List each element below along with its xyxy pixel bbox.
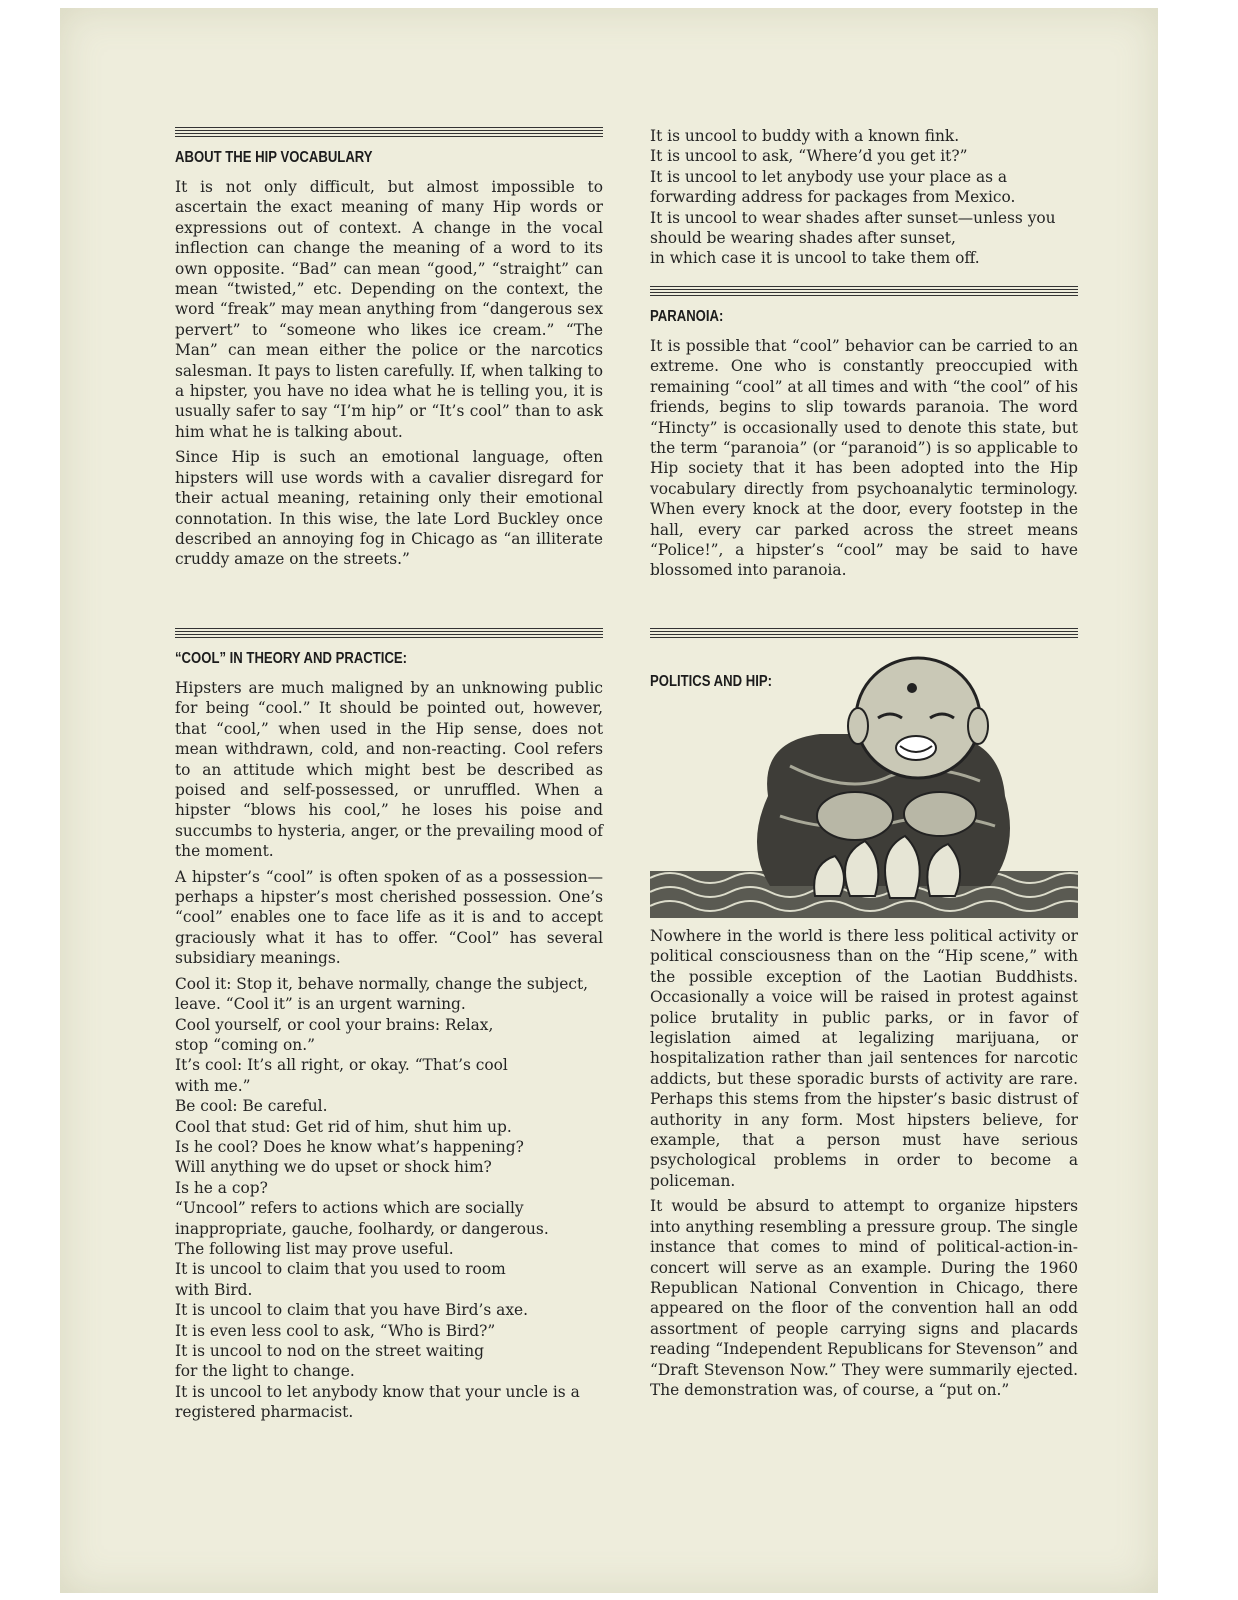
definition-line: Cool yourself, or cool your brains: Relax, (175, 1015, 494, 1034)
paragraph: Hipsters are much maligned by an unknowing public for being “cool.” It should be pointed out, however, that “cool,” when used in the Hip sense, does not mean withdrawn, cold, and non-reacting. Cool refers to an attitude which might best be described as poised and self-possessed, or unruffled. When a hipster “blows his cool,” he loses his poise and succumbs to hysteria, anger, or the prevailing mood of the moment. (175, 679, 603, 861)
section-heading: PARANOIA: (650, 308, 724, 325)
definition-line: It is uncool to let anybody know that your uncle is a registered pharmacist. (175, 1382, 580, 1422)
definition-line: It is uncool to wear shades after sunset—unless you should be wearing shades after sunset, (650, 208, 1056, 248)
definition-line: for the light to change. (175, 1362, 355, 1381)
definition-line: Be cool: Be careful. (175, 1097, 328, 1116)
definition-line: with Bird. (175, 1280, 253, 1299)
paragraph: It is possible that “cool” behavior can be carried to an extreme. One who is constantly preoccupied with remaining “cool” at all times and with “the cool” of his friends, begins to slip towards paranoia. The word “Hincty” is occasionally used to denote this state, but the term “paranoia” (or “paranoid”) is so applicable to Hip society that it has been adopted into the Hip vocabulary directly from psychoanalytic terminology. When every knock at the door, every footstep in the hall, every car parked across the street means “Police!”, a hipster’s “cool” may be said to have blossomed into paranoia. (650, 337, 1078, 580)
definition-line: It is uncool to claim that you used to room (175, 1260, 506, 1279)
paragraph: It is not only difficult, but almost impossible to ascertain the exact meaning of many Hip words or expressions out of context. A change in the vocal inflection can change the meaning of a word to its own opposite. “Bad” can mean “good,” “straight” can mean “twisted,” etc. Depending on the context, the word “freak” may mean anything from “dangerous sex pervert” to “someone who likes ice cream.” “The Man” can mean either the police or the narcotics salesman. It pays to listen carefully. If, when talking to a hipster, you have no idea what he is telling you, it is usually safer to say “I’m hip” or “It’s cool” than to ask him what he is talking about. (175, 178, 603, 441)
section-cool (175, 628, 603, 1423)
paragraph: Since Hip is such an emotional language, often hipsters will use words with a cavalier disregard for their actual meaning, retaining only their emotional connotation. In this wise, the late Lord Buckley once described an annoying fog in Chicago as “an illiterate cruddy amaze on the streets.” (175, 448, 603, 569)
definition-line: It is uncool to claim that you have Bird’s axe. (175, 1301, 529, 1320)
definition-line: It is uncool to ask, “Where’d you get it?” (650, 147, 968, 166)
double-rule (650, 286, 1078, 298)
definition-line: The following list may prove useful. (175, 1239, 454, 1258)
section-uncool-list-continued (650, 126, 1078, 269)
definition-line: It’s cool: It’s all right, or okay. “That’s cool (175, 1056, 508, 1075)
definition-line: It is uncool to let anybody use your place as a forwarding address for packages from Mexico. (650, 167, 1016, 207)
definition-line: in which case it is uncool to take them off. (650, 249, 980, 268)
double-rule (175, 628, 603, 640)
definition-line: Is he a cop? (175, 1178, 268, 1197)
section-hip-vocabulary (175, 127, 603, 575)
paragraph: A hipster’s “cool” is often spoken of as a possession—perhaps a hipster’s most cherished possession. One’s “cool” enables one to face life as it is and to accept graciously what it has to offer. “Cool” has several subsidiary meanings. (175, 867, 603, 968)
section-heading: ABOUT THE HIP VOCABULARY (175, 149, 373, 166)
paragraph: It would be absurd to attempt to organize hipsters into anything resembling a pressure group. The single instance that comes to mind of political-action-in-concert will serve as an example. During the 1960 Republican National Convention in Chicago, there appeared on the floor of the convention hall an odd assortment of people carrying signs and placards reading “Independent Republicans for Stevenson” and “Draft Stevenson Now.” They were summarily ejected. The demonstration was, of course, a “put on.” (650, 1197, 1078, 1399)
definition-line: It is even less cool to ask, “Who is Bird?” (175, 1321, 496, 1340)
definition-line: Cool that stud: Get rid of him, shut him up. (175, 1117, 512, 1136)
section-politics (650, 628, 1078, 1405)
paragraph: Nowhere in the world is there less political activity or political consciousness than on the “Hip scene,” with the possible exception of the Laotian Buddhists. Occasionally a voice will be raised in protest against police brutality in public parks, or in favor of legislation aimed at legalizing marijuana, or hospitalization rather than jail sentences for narcotic addicts, but these sporadic bursts of activity are rare. Perhaps this stems from the hipster’s basic distrust of authority in any form. Most hipsters believe, for example, that a person must have serious psychological problems in order to become a policeman. (650, 927, 1078, 1190)
definition-line: “Uncool” refers to actions which are socially inappropriate, gauche, foolhardy, or dangerous. (175, 1199, 549, 1238)
double-rule (650, 628, 1078, 640)
definition-line: It is uncool to buddy with a known fink. (650, 127, 960, 145)
section-heading: POLITICS AND HIP: (650, 673, 772, 690)
definition-line: Is he cool? Does he know what’s happening? (175, 1137, 524, 1156)
definition-line: Will anything we do upset or shock him? (175, 1158, 492, 1177)
definition-line: It is uncool to nod on the street waiting (175, 1342, 484, 1360)
definition-line: Cool it: Stop it, behave normally, change the subject, leave. “Cool it” is an urgent warning. (175, 974, 589, 1014)
definition-line: with me.” (175, 1076, 251, 1095)
definition-line: stop “coming on.” (175, 1035, 315, 1054)
section-heading: “COOL” IN THEORY AND PRACTICE: (175, 650, 408, 667)
double-rule (175, 127, 603, 139)
section-paranoia (650, 286, 1078, 586)
